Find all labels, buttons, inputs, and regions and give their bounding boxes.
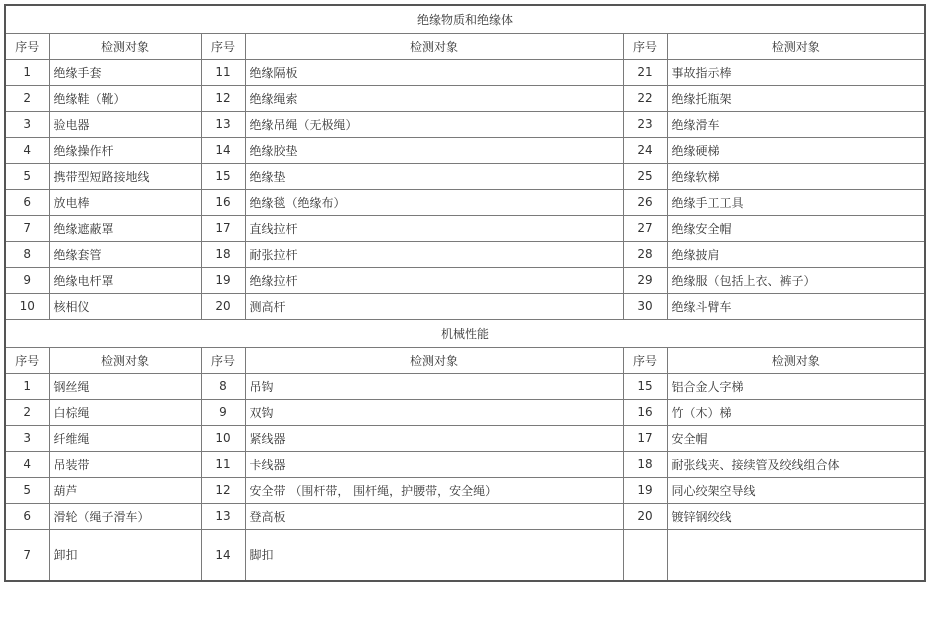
cell-object: 绝缘安全帽 <box>667 215 925 241</box>
table-row <box>5 111 925 137</box>
cell-object: 滑轮（绳子滑车） <box>49 503 201 529</box>
table-row <box>5 373 925 399</box>
cell-number: 3 <box>5 425 49 451</box>
cell-object: 卸扣 <box>49 529 201 581</box>
header-number: 序号 <box>623 347 667 373</box>
table-row <box>5 503 925 529</box>
cell-object: 绝缘胶垫 <box>245 137 623 163</box>
header-object: 检测对象 <box>667 347 925 373</box>
cell-object: 葫芦 <box>49 477 201 503</box>
table-row <box>5 399 925 425</box>
cell-number: 2 <box>5 85 49 111</box>
cell-number: 8 <box>5 241 49 267</box>
section-title-row <box>5 319 925 347</box>
cell-number: 30 <box>623 293 667 319</box>
cell-object: 直线拉杆 <box>245 215 623 241</box>
cell-object: 绝缘鞋（靴） <box>49 85 201 111</box>
cell-object: 绝缘遮蔽罩 <box>49 215 201 241</box>
cell-number: 21 <box>623 59 667 85</box>
cell-object: 携带型短路接地线 <box>49 163 201 189</box>
cell-number: 4 <box>5 451 49 477</box>
cell-number: 6 <box>5 189 49 215</box>
cell-object: 绝缘硬梯 <box>667 137 925 163</box>
column-header-row <box>5 33 925 59</box>
cell-number: 1 <box>5 373 49 399</box>
cell-object: 核相仪 <box>49 293 201 319</box>
cell-number: 11 <box>201 59 245 85</box>
cell-number: 15 <box>623 373 667 399</box>
cell-object: 绝缘滑车 <box>667 111 925 137</box>
cell-object: 登高板 <box>245 503 623 529</box>
cell-object: 同心绞架空导线 <box>667 477 925 503</box>
cell-number: 17 <box>623 425 667 451</box>
inspection-table <box>4 4 926 582</box>
cell-number: 7 <box>5 215 49 241</box>
cell-object: 卡线器 <box>245 451 623 477</box>
cell-object: 脚扣 <box>245 529 623 581</box>
header-number: 序号 <box>623 33 667 59</box>
cell-number: 13 <box>201 503 245 529</box>
table-row <box>5 241 925 267</box>
table-row <box>5 529 925 581</box>
cell-object: 钢丝绳 <box>49 373 201 399</box>
table-row <box>5 59 925 85</box>
cell-number: 2 <box>5 399 49 425</box>
cell-number: 5 <box>5 477 49 503</box>
section-title: 机械性能 <box>5 319 925 347</box>
table-row <box>5 267 925 293</box>
cell-object: 铝合金人字梯 <box>667 373 925 399</box>
cell-number: 15 <box>201 163 245 189</box>
cell-object: 绝缘托瓶架 <box>667 85 925 111</box>
cell-object: 吊钩 <box>245 373 623 399</box>
cell-number: 20 <box>623 503 667 529</box>
cell-object: 验电器 <box>49 111 201 137</box>
cell-number: 25 <box>623 163 667 189</box>
cell-object: 事故指示棒 <box>667 59 925 85</box>
cell-object: 竹（木）梯 <box>667 399 925 425</box>
section-title: 绝缘物质和绝缘体 <box>5 5 925 33</box>
cell-object: 绝缘吊绳（无极绳） <box>245 111 623 137</box>
cell-object: 绝缘手工工具 <box>667 189 925 215</box>
table-row <box>5 85 925 111</box>
cell-object: 绝缘软梯 <box>667 163 925 189</box>
cell-number: 10 <box>5 293 49 319</box>
cell-number: 16 <box>623 399 667 425</box>
cell-object: 绝缘毯（绝缘布） <box>245 189 623 215</box>
cell-number: 22 <box>623 85 667 111</box>
cell-number: 14 <box>201 529 245 581</box>
cell-number: 19 <box>623 477 667 503</box>
cell-object: 吊装带 <box>49 451 201 477</box>
cell-object: 镀锌钢绞线 <box>667 503 925 529</box>
table-row <box>5 137 925 163</box>
cell-number: 3 <box>5 111 49 137</box>
cell-object: 绝缘套管 <box>49 241 201 267</box>
cell-object: 紧线器 <box>245 425 623 451</box>
cell-number: 19 <box>201 267 245 293</box>
header-number: 序号 <box>201 347 245 373</box>
cell-number: 28 <box>623 241 667 267</box>
cell-object: 测高杆 <box>245 293 623 319</box>
cell-number: 27 <box>623 215 667 241</box>
cell-number: 11 <box>201 451 245 477</box>
cell-object: 绝缘绳索 <box>245 85 623 111</box>
cell-number: 9 <box>5 267 49 293</box>
cell-number: 7 <box>5 529 49 581</box>
cell-object: 绝缘垫 <box>245 163 623 189</box>
cell-object: 绝缘操作杆 <box>49 137 201 163</box>
table-row <box>5 451 925 477</box>
cell-number: 18 <box>201 241 245 267</box>
cell-object: 绝缘手套 <box>49 59 201 85</box>
cell-object: 白棕绳 <box>49 399 201 425</box>
table-row <box>5 189 925 215</box>
cell-object: 绝缘隔板 <box>245 59 623 85</box>
cell-number: 26 <box>623 189 667 215</box>
cell-object: 放电棒 <box>49 189 201 215</box>
cell-number: 13 <box>201 111 245 137</box>
table-row <box>5 293 925 319</box>
cell-object: 绝缘电杆罩 <box>49 267 201 293</box>
cell-number: 29 <box>623 267 667 293</box>
cell-number <box>623 529 667 581</box>
cell-number: 8 <box>201 373 245 399</box>
cell-number: 18 <box>623 451 667 477</box>
cell-object <box>667 529 925 581</box>
cell-number: 1 <box>5 59 49 85</box>
header-number: 序号 <box>5 33 49 59</box>
cell-number: 12 <box>201 477 245 503</box>
cell-number: 12 <box>201 85 245 111</box>
cell-object: 耐张线夹、接续管及绞线组合体 <box>667 451 925 477</box>
cell-object: 绝缘服（包括上衣、裤子） <box>667 267 925 293</box>
cell-number: 20 <box>201 293 245 319</box>
header-object: 检测对象 <box>49 33 201 59</box>
cell-object: 绝缘斗臂车 <box>667 293 925 319</box>
cell-number: 24 <box>623 137 667 163</box>
header-object: 检测对象 <box>667 33 925 59</box>
cell-object: 绝缘拉杆 <box>245 267 623 293</box>
table-row <box>5 215 925 241</box>
column-header-row <box>5 347 925 373</box>
cell-number: 9 <box>201 399 245 425</box>
table-row <box>5 163 925 189</box>
section-title-row <box>5 5 925 33</box>
header-object: 检测对象 <box>49 347 201 373</box>
cell-number: 4 <box>5 137 49 163</box>
header-number: 序号 <box>5 347 49 373</box>
cell-number: 6 <box>5 503 49 529</box>
cell-object: 绝缘披肩 <box>667 241 925 267</box>
cell-object: 纤维绳 <box>49 425 201 451</box>
cell-number: 14 <box>201 137 245 163</box>
cell-number: 16 <box>201 189 245 215</box>
cell-object: 双钩 <box>245 399 623 425</box>
cell-number: 23 <box>623 111 667 137</box>
table-row <box>5 425 925 451</box>
header-number: 序号 <box>201 33 245 59</box>
cell-object: 安全帽 <box>667 425 925 451</box>
table-row <box>5 477 925 503</box>
header-object: 检测对象 <box>245 33 623 59</box>
cell-object: 耐张拉杆 <box>245 241 623 267</box>
cell-number: 17 <box>201 215 245 241</box>
cell-number: 5 <box>5 163 49 189</box>
cell-object: 安全带 （围杆带， 围杆绳，护腰带，安全绳） <box>245 477 623 503</box>
cell-number: 10 <box>201 425 245 451</box>
header-object: 检测对象 <box>245 347 623 373</box>
